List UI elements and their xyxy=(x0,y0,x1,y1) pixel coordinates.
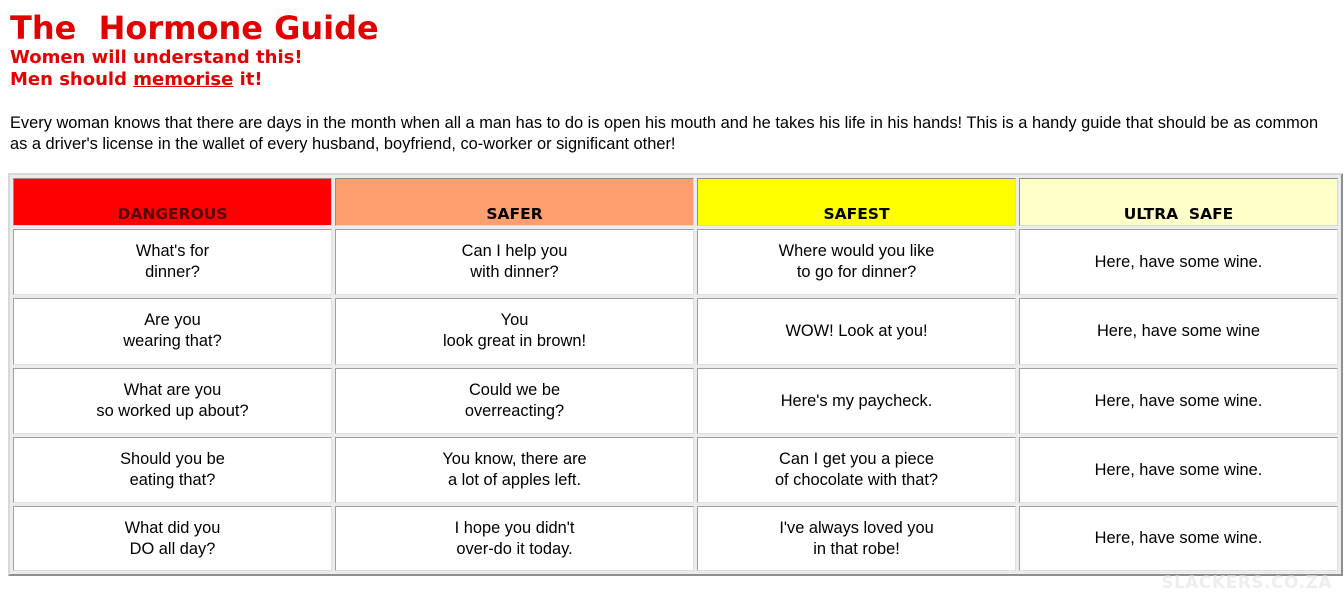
cell-safer: You know, there are a lot of apples left. xyxy=(335,437,694,503)
cell-safer: Could we be overreacting? xyxy=(335,368,694,434)
table-row xyxy=(13,368,1338,434)
table-row xyxy=(13,229,1338,295)
cell-dangerous: What are you so worked up about? xyxy=(13,368,332,434)
page-title: The Hormone Guide xyxy=(10,9,379,47)
subtitle-men-underlined: memorise xyxy=(133,69,234,90)
cell-safer: You look great in brown! xyxy=(335,298,694,364)
cell-ultra-safe: Here, have some wine xyxy=(1019,298,1338,364)
cell-ultra-safe: Here, have some wine. xyxy=(1019,437,1338,503)
header-row xyxy=(13,178,1338,226)
cell-safest: Where would you like to go for dinner? xyxy=(697,229,1016,295)
hormone-guide-table xyxy=(8,173,1343,576)
header-ultra-safe: ULTRA SAFE xyxy=(1019,178,1338,226)
cell-safer: Can I help you with dinner? xyxy=(335,229,694,295)
cell-safest: WOW! Look at you! xyxy=(697,298,1016,364)
cell-safest: Can I get you a piece of chocolate with that? xyxy=(697,437,1016,503)
cell-dangerous: Are you wearing that? xyxy=(13,298,332,364)
subtitle-men-after: it! xyxy=(233,69,263,90)
cell-ultra-safe: Here, have some wine. xyxy=(1019,506,1338,571)
watermark-logo: SLACKERS.CO.ZA xyxy=(1161,573,1332,593)
table-row xyxy=(13,437,1338,503)
cell-ultra-safe: Here, have some wine. xyxy=(1019,229,1338,295)
intro-paragraph: Every woman knows that there are days in the month when all a man has to do is open his mouth and he takes his life in his hands! This is a handy guide that should be as common as a driver's license in the wallet of every husband, boyfriend, co-worker or significant other! xyxy=(10,114,1319,153)
cell-safer: I hope you didn't over-do it today. xyxy=(335,506,694,571)
cell-dangerous: What's for dinner? xyxy=(13,229,332,295)
header-dangerous: DANGEROUS xyxy=(13,178,332,226)
header-safest: SAFEST xyxy=(697,178,1016,226)
subtitle-men xyxy=(10,69,263,91)
table-row xyxy=(13,506,1338,571)
header-safer: SAFER xyxy=(335,178,694,226)
cell-safest: Here's my paycheck. xyxy=(697,368,1016,434)
cell-ultra-safe: Here, have some wine. xyxy=(1019,368,1338,434)
cell-safest: I've always loved you in that robe! xyxy=(697,506,1016,571)
cell-dangerous: Should you be eating that? xyxy=(13,437,332,503)
cell-dangerous: What did you DO all day? xyxy=(13,506,332,571)
table-row xyxy=(13,298,1338,364)
subtitle-men-before: Men should xyxy=(10,69,134,90)
subtitle-women: Women will understand this! xyxy=(10,47,303,68)
